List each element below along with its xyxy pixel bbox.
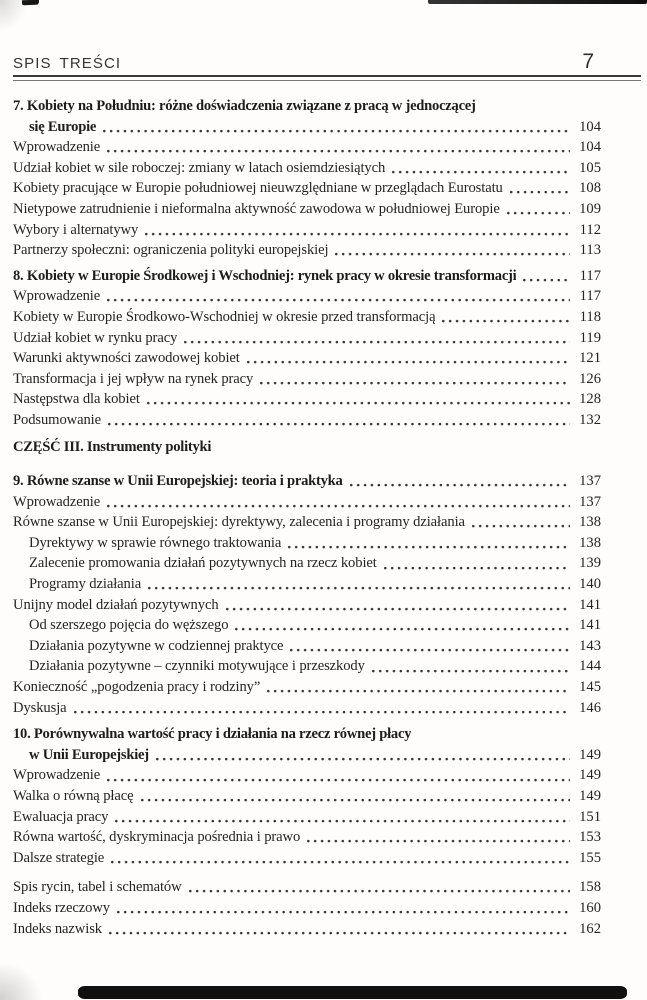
dot-leader <box>108 422 570 426</box>
toc-entry-title: się Europie <box>29 118 97 135</box>
dot-leader <box>290 648 570 652</box>
dot-leader <box>184 340 570 344</box>
dot-leader <box>307 839 570 843</box>
toc-entry-title: Podsumowanie <box>13 411 101 428</box>
toc-entry-title: Indeks nazwisk <box>13 920 102 937</box>
toc-entry <box>13 533 601 554</box>
toc-entry-page-number: 105 <box>579 159 601 176</box>
toc-entry <box>13 410 601 431</box>
scan-artifact-top-right <box>428 0 647 4</box>
toc-entry-page-number: 112 <box>579 221 601 238</box>
table-of-contents <box>13 96 601 939</box>
dot-leader <box>247 360 570 364</box>
toc-entry-title: Indeks rzeczowy <box>13 899 110 916</box>
toc-entry-page-number: 155 <box>579 849 601 866</box>
toc-entry <box>13 745 601 766</box>
toc-entry <box>13 677 601 698</box>
toc-entry-title: Udział kobiet w sile roboczej: zmiany w latach osiemdziesiątych <box>13 159 386 176</box>
toc-entry-page-number: 149 <box>579 788 601 804</box>
dot-leader <box>107 298 570 302</box>
toc-entry-title: Wprowadzenie <box>13 139 101 156</box>
toc-entry-page-number: 118 <box>579 308 601 325</box>
toc-entry-page-number: 144 <box>579 658 601 675</box>
toc-entry <box>13 369 601 390</box>
dot-leader <box>103 129 570 133</box>
toc-entry <box>13 595 601 616</box>
dot-leader <box>384 566 570 570</box>
page-header <box>13 51 641 81</box>
dot-leader <box>392 170 570 174</box>
toc-entry-page-number: 121 <box>579 350 601 367</box>
toc-entry-title: Wprowadzenie <box>13 288 101 305</box>
dot-leader <box>109 931 570 935</box>
toc-entry <box>13 574 601 595</box>
toc-entry-title: Spis rycin, tabel i schematów <box>13 879 182 896</box>
dot-leader <box>156 757 570 761</box>
dot-leader <box>510 190 570 194</box>
toc-entry-page-number: 162 <box>579 920 601 937</box>
toc-entry <box>13 512 601 533</box>
dot-leader <box>141 798 570 802</box>
dot-leader <box>267 689 570 693</box>
toc-entry <box>13 786 601 807</box>
toc-entry-title: 10. Porównywalna wartość pracy i działania na rzecz równej płacy <box>13 726 412 743</box>
toc-section <box>13 437 601 458</box>
toc-entry-title: Następstwa dla kobiet <box>13 391 140 408</box>
toc-entry-title: Dalsze strategie <box>13 849 105 866</box>
toc-entry <box>13 328 601 349</box>
toc-entry-page-number: 160 <box>579 899 601 916</box>
toc-entry <box>13 615 601 636</box>
dot-leader <box>507 211 570 215</box>
toc-entry-page-number: 128 <box>579 391 601 408</box>
toc-entry-page-number: 138 <box>579 514 601 531</box>
toc-entry-page-number: 117 <box>579 288 601 305</box>
toc-entry-page-number: 143 <box>579 637 601 654</box>
toc-entry-page-number: 104 <box>579 139 601 156</box>
toc-entry-title: Od szerszego pojęcia do węższego <box>29 617 229 634</box>
toc-entry-page-number: 153 <box>579 829 601 846</box>
toc-entry-page-number: 141 <box>579 617 601 634</box>
toc-entry-title: Równe szanse w Unii Europejskiej: dyrektywy, zalecenia i programy działania <box>13 514 465 531</box>
toc-entry-title: Unijny model działań pozytywnych <box>13 596 219 613</box>
folio-page-number: 7 <box>582 50 594 73</box>
toc-entry-page-number: 132 <box>579 411 601 428</box>
dot-leader <box>523 278 570 282</box>
dot-leader <box>235 627 570 631</box>
dot-leader <box>107 778 570 782</box>
toc-entry-title: Działania pozytywne w codziennej praktyce <box>29 637 284 654</box>
toc-entry-title: 9. Równe szanse w Unii Europejskiej: teoria i praktyka <box>13 473 343 490</box>
dot-leader <box>117 910 570 914</box>
dot-leader <box>107 504 570 508</box>
toc-entry-page-number: 117 <box>579 267 601 284</box>
toc-entry <box>13 656 601 677</box>
scan-artifact-bottom-bar <box>78 986 627 999</box>
toc-entry <box>13 919 601 940</box>
toc-entry-page-number: 141 <box>579 596 601 613</box>
toc-entry <box>13 199 601 220</box>
toc-entry <box>13 389 601 410</box>
toc-entry-title: Programy działania <box>29 576 142 593</box>
toc-entry <box>13 898 601 919</box>
toc-entry <box>13 240 601 261</box>
dot-leader <box>147 401 570 405</box>
scan-smudge-bottom-left <box>0 963 42 1000</box>
toc-entry-page-number: 109 <box>579 200 601 217</box>
toc-entry-title: Kobiety pracujące w Europie południowej nieuwzględniane w przeglądach Eurostatu <box>13 180 503 197</box>
running-head-title: SPIS TREŚCI <box>13 55 122 72</box>
toc-entry-title: Działania pozytywne – czynniki motywujące i przeszkody <box>29 658 365 675</box>
toc-entry-page-number: 119 <box>579 329 601 346</box>
toc-entry-title: Dyrektywy w sprawie równego traktowania <box>29 534 282 551</box>
toc-entry <box>13 348 601 369</box>
toc-entry-title: 8. Kobiety w Europie Środkowej i Wschodniej: rynek pracy w okresie transformacji <box>13 267 517 284</box>
toc-entry-title: Partnerzy społeczni: ograniczenia polityki europejskiej <box>13 242 329 259</box>
header-rule <box>13 75 641 81</box>
toc-entry <box>13 307 601 328</box>
scan-smudge-top-left <box>0 0 28 32</box>
toc-entry-title: Transformacja i jej wpływ na rynek pracy <box>13 370 254 387</box>
toc-entry-title: Zalecenie promowania działań pozytywnych na rzecz kobiet <box>29 555 377 572</box>
toc-entry-page-number: 149 <box>579 767 601 784</box>
toc-entry-page-number: 149 <box>579 746 601 763</box>
toc-entry-page-number: 140 <box>579 576 601 593</box>
toc-entry-title: w Unii Europejskiej <box>29 746 149 763</box>
toc-entry-page-number: 108 <box>579 180 601 197</box>
dot-leader <box>115 819 570 823</box>
toc-section <box>13 877 601 939</box>
toc-entry-page-number: 139 <box>579 555 601 572</box>
toc-entry-title: Wprowadzenie <box>13 767 101 784</box>
dot-leader <box>226 607 570 611</box>
toc-entry-page-number: 137 <box>579 473 601 490</box>
dot-leader <box>145 232 570 236</box>
scan-artifact-top-left <box>22 0 39 5</box>
toc-entry <box>13 117 601 138</box>
toc-entry-title: Kobiety w Europie Środkowo-Wschodniej w okresie przed transformacją <box>13 308 436 325</box>
toc-entry <box>13 765 601 786</box>
toc-entry <box>13 636 601 657</box>
toc-entry-title: Ewaluacja pracy <box>13 808 109 825</box>
dot-leader <box>442 319 570 323</box>
toc-entry-title: Warunki aktywności zawodowej kobiet <box>13 350 240 367</box>
toc-entry-title: Wprowadzenie <box>13 493 101 510</box>
toc-entry <box>13 158 601 179</box>
dot-leader <box>189 889 570 893</box>
toc-entry-page-number: 126 <box>579 370 601 387</box>
toc-entry <box>13 471 601 492</box>
toc-entry-title: Walka o równą płacę <box>13 788 134 804</box>
toc-entry <box>13 553 601 574</box>
toc-entry-title: 7. Kobiety na Południu: różne doświadczenia związane z pracą w jednoczącej <box>13 98 476 114</box>
toc-entry <box>13 96 601 117</box>
toc-entry-title: Nietypowe zatrudnienie i nieformalna aktywność zawodowa w południowej Europie <box>13 200 500 217</box>
dot-leader <box>350 483 570 487</box>
toc-entry <box>13 807 601 828</box>
toc-entry-title: CZĘŚĆ III. Instrumenty polityki <box>13 438 212 455</box>
toc-entry <box>13 827 601 848</box>
toc-entry-title: Udział kobiet w rynku pracy <box>13 329 178 346</box>
toc-entry <box>13 698 601 719</box>
toc-entry-page-number: 137 <box>579 493 601 510</box>
dot-leader <box>74 710 570 714</box>
toc-section <box>13 96 601 261</box>
dot-leader <box>111 860 570 864</box>
toc-entry <box>13 492 601 513</box>
dot-leader <box>335 252 570 256</box>
toc-entry-page-number: 146 <box>579 699 601 716</box>
dot-leader <box>288 545 570 549</box>
toc-entry-title: Wybory i alternatywy <box>13 221 139 238</box>
toc-entry <box>13 286 601 307</box>
toc-entry <box>13 724 601 745</box>
dot-leader <box>107 149 570 153</box>
toc-entry-page-number: 113 <box>579 242 601 259</box>
dot-leader <box>472 524 570 528</box>
toc-section <box>13 471 601 718</box>
toc-entry <box>13 137 601 158</box>
toc-entry-page-number: 158 <box>579 879 601 896</box>
toc-entry <box>13 178 601 199</box>
toc-section <box>13 724 601 868</box>
toc-entry-title: Równa wartość, dyskryminacja pośrednia i prawo <box>13 829 301 846</box>
toc-entry <box>13 437 601 458</box>
toc-entry-title: Dyskusja <box>13 699 67 716</box>
toc-entry <box>13 877 601 898</box>
toc-entry-page-number: 151 <box>579 808 601 825</box>
toc-entry <box>13 220 601 241</box>
toc-entry <box>13 266 601 287</box>
toc-entry <box>13 848 601 869</box>
dot-leader <box>372 669 570 673</box>
toc-entry-page-number: 145 <box>579 679 601 696</box>
toc-entry-page-number: 138 <box>579 534 601 551</box>
toc-entry-title: Konieczność „pogodzenia pracy i rodziny” <box>13 679 261 696</box>
toc-section <box>13 266 601 431</box>
dot-leader <box>260 381 570 385</box>
toc-entry-page-number: 104 <box>579 118 601 135</box>
dot-leader <box>148 586 570 590</box>
